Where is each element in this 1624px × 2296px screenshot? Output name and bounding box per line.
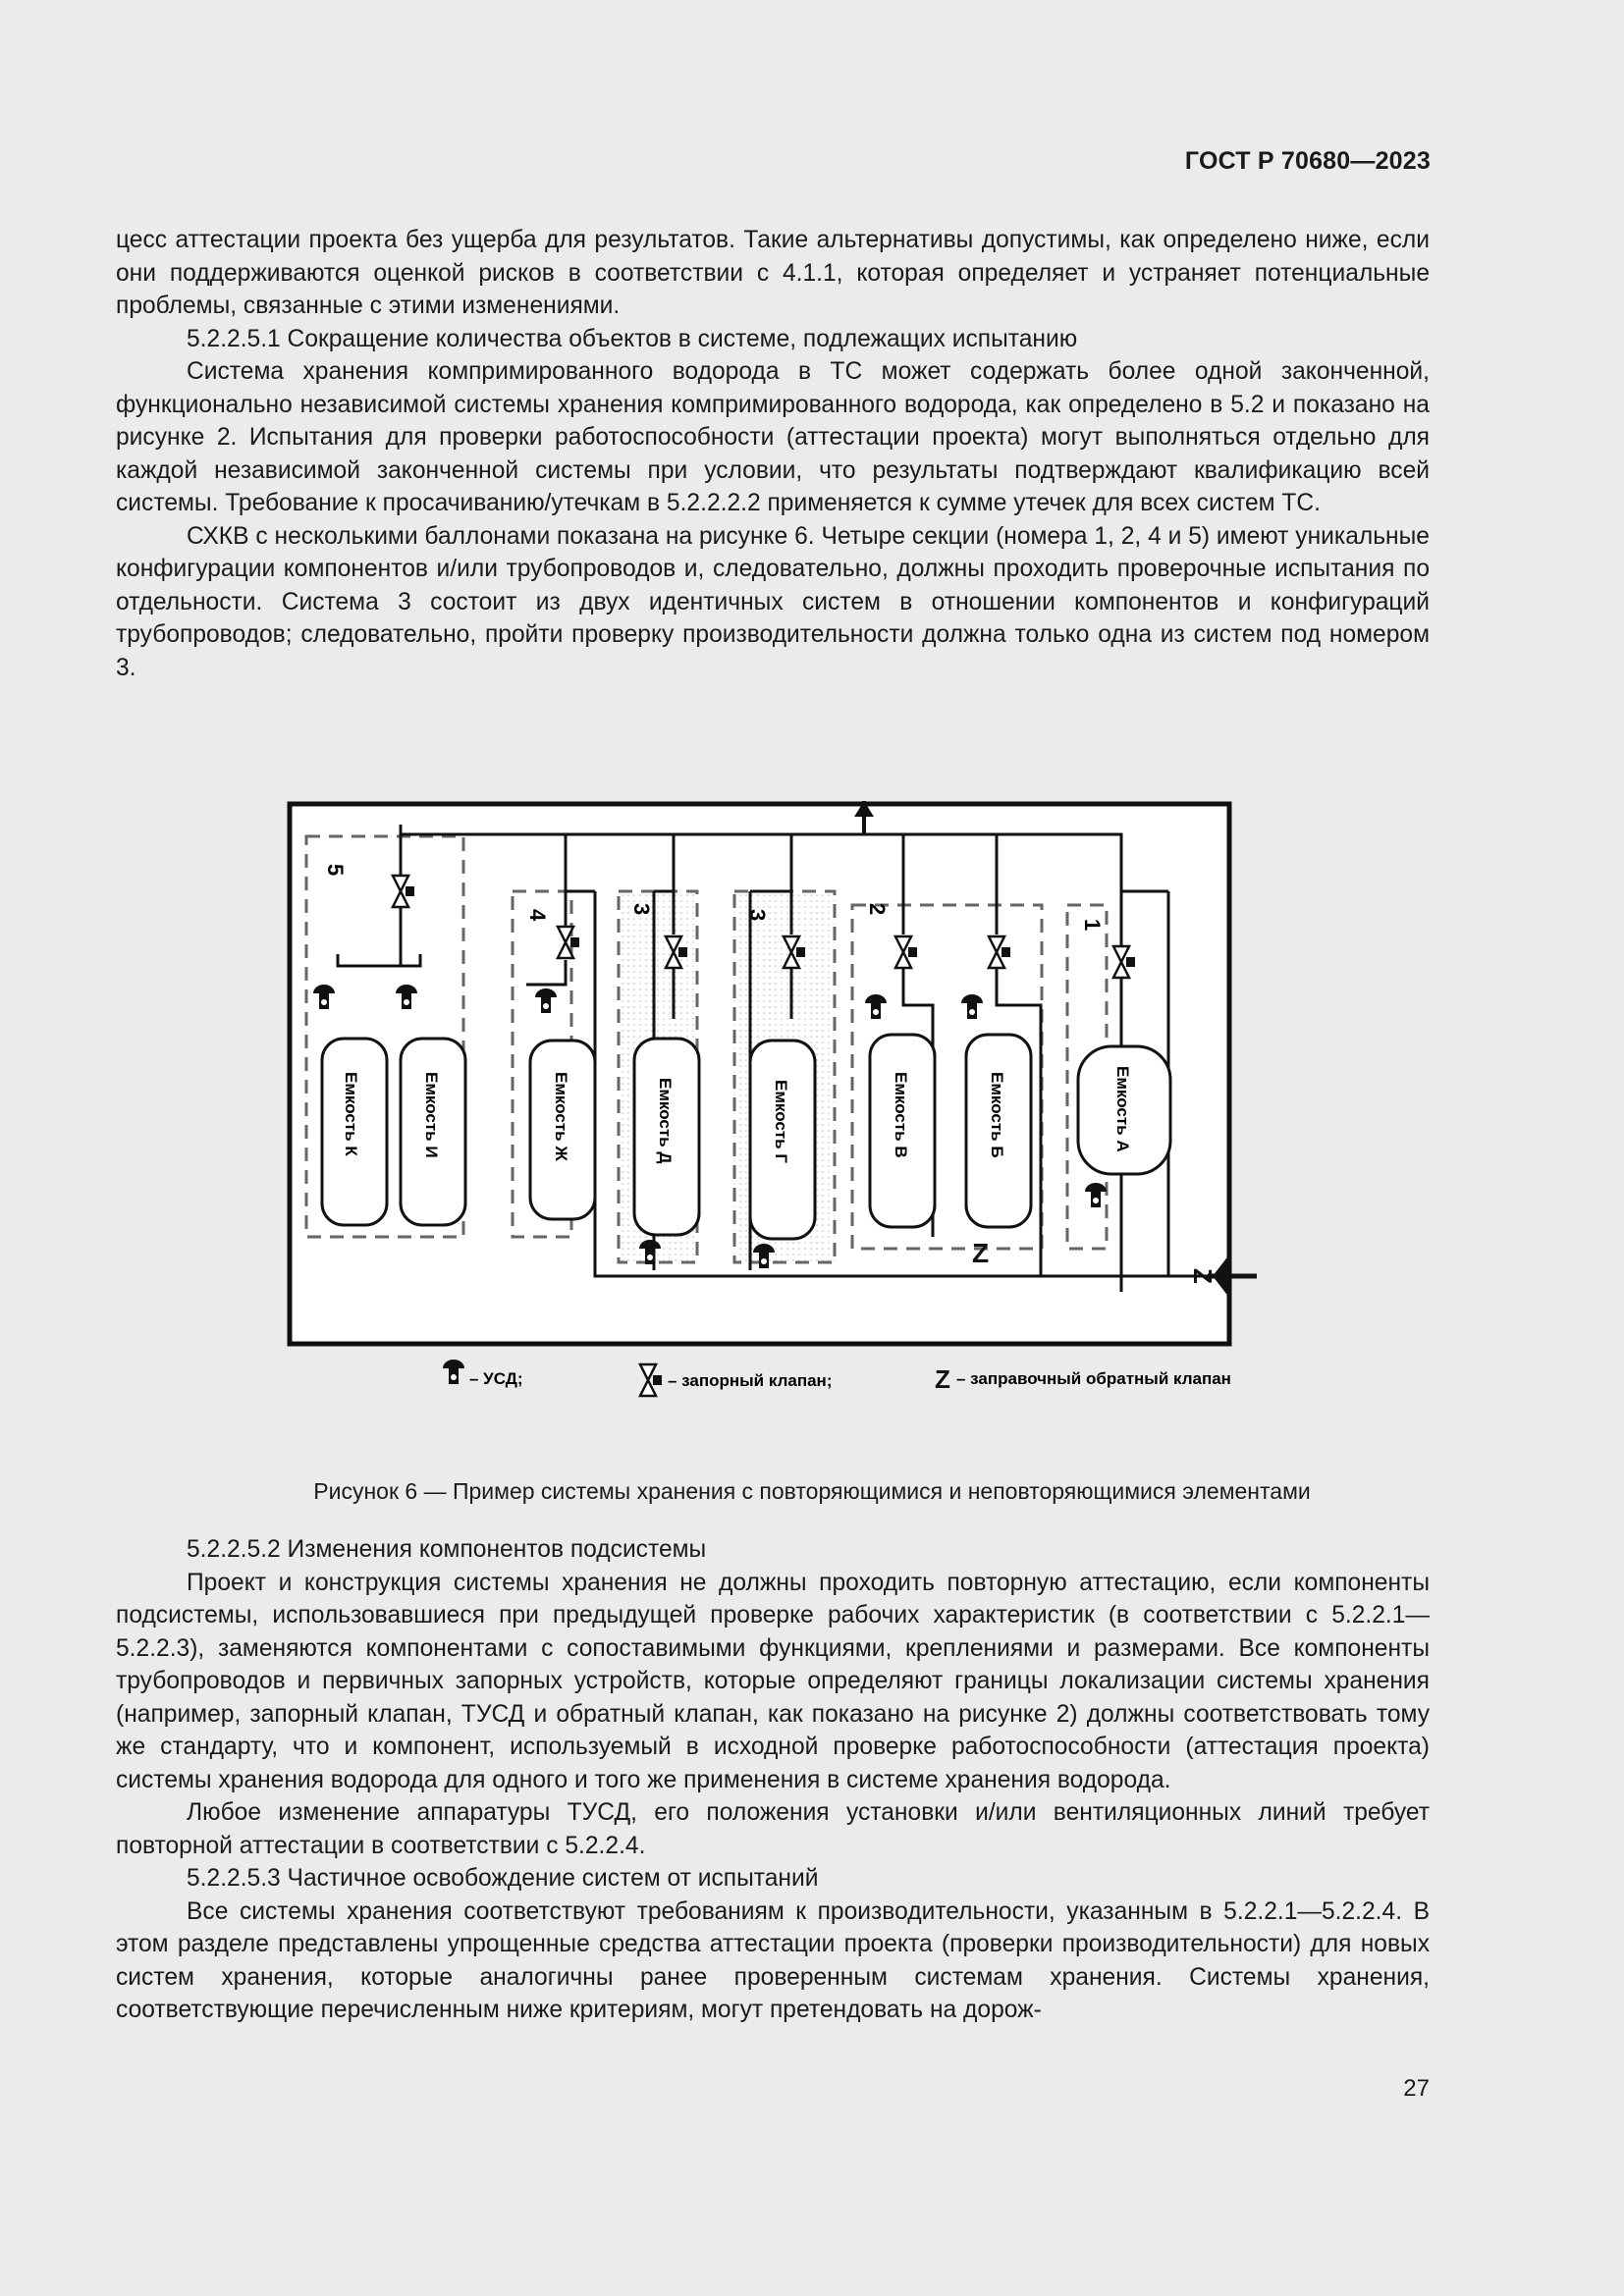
tank-label: Емкость А — [1113, 1066, 1132, 1152]
section-number: 1 — [1080, 919, 1105, 932]
section-number: 3 — [745, 909, 770, 922]
paragraph: Проект и конструкция системы хранения не должны проходить повторную аттестацию, если компоненты подсистемы, использовавшиеся при предыдущей проверке рабочих характеристик (в соответствии с 5.2.2.1—5.2.2.3), заменяются компонентами с сопоставимыми функциями, креплениями и размерами. Все компоненты трубопроводов и первичных запорных устройств, которые определяют границы локализации системы хранения (например, запорный клапан, ТУСД и обратный клапан, как показано на рисунке 2) должны соответствовать тому же стандарту, что и компонент, используемый в исходной проверке работоспособности (аттестация проекта) системы хранения водорода для одного и того же применения в системе хранения водорода. — [116, 1569, 1430, 1793]
prd-legend-icon — [443, 1360, 464, 1384]
valve-legend-icon — [640, 1364, 662, 1396]
section-number: 4 — [525, 909, 550, 922]
section-number: 5 — [323, 864, 348, 877]
section-heading: 5.2.2.5.2 Изменения компонентов подсистемы — [187, 1536, 707, 1563]
paragraph: Все системы хранения соответствуют требованиям к производительности, указанным в 5.2.2.1—5.2.2.4. В этом разделе представлены упрощенные средства аттестации проекта (проверки производительности) для новых систем хранения, которые аналогичны ранее проверенным системам хранения. Системы хранения, соответствующие перечисленным ниже критериям, могут претендовать на дорож- — [116, 1897, 1430, 2023]
section-heading: 5.2.2.5.1 Сокращение количества объектов в системе, подлежащих испытанию — [187, 325, 1078, 352]
paragraph: Система хранения компримированного водорода в ТС может содержать более одной законченной, функционально независимой системы хранения компримированного водорода, как определено в 5.2 и показано на рисунке 2. Испытания для проверки работоспособности (аттестации проекта) могут выполняться отдельно для каждой независимой законченной системы при условии, что результаты подтверждают квалификацию всей системы. Требование к просачиванию/утечкам в 5.2.2.2.2 применяется к сумме утечек для всех систем ТС. — [116, 358, 1430, 516]
svg-text:Z: Z — [972, 1238, 990, 1268]
tank-label: Емкость Б — [988, 1072, 1006, 1158]
legend-valve-text: – запорный клапан; — [668, 1371, 833, 1390]
document-id-header: ГОСТ Р 70680—2023 — [1184, 147, 1431, 175]
section-number: 3 — [629, 903, 654, 916]
tank-label: Емкость Ж — [552, 1072, 570, 1161]
paragraph: Любое изменение аппаратуры ТУСД, его положения установки и/или вентиляционных линий требует повторной аттестации в соответствии с 5.2.2.4. — [116, 1799, 1430, 1859]
paragraph: СХКВ с несколькими баллонами показана на рисунке 6. Четыре секции (номера 1, 2, 4 и 5) имеют уникальные конфигурации компонентов и/или трубопроводов и, следовательно, должны проходить проверочные испытания по отдельности. Система 3 состоит из двух идентичных систем в отношении компонентов и конфигураций трубопроводов; следовательно, пройти проверку производительности должна только одна из систем под номером 3. — [116, 522, 1430, 681]
tank-label: Емкость К — [342, 1072, 360, 1156]
check-valve-legend-icon: Z — [935, 1364, 950, 1394]
legend-prd-text: – УСД; — [469, 1369, 523, 1388]
tank-label: Емкость Г — [772, 1080, 790, 1163]
page-number: 27 — [1403, 2075, 1430, 2102]
tank-label: Емкость В — [892, 1072, 910, 1158]
tank-label: Емкость И — [422, 1072, 441, 1158]
legend-check-text: – заправочный обратный клапан — [956, 1369, 1231, 1388]
tank-label: Емкость Д — [656, 1078, 675, 1164]
storage-system-diagram — [285, 793, 1267, 1421]
section-number: 2 — [865, 903, 890, 916]
paragraph: цесс аттестации проекта без ущерба для результатов. Такие альтернативы допустимы, как определено ниже, если они поддерживаются оценкой рисков в соответствии с 4.1.1, которая определяет и устраняет потенциальные проблемы, связанные с этими изменениями. — [116, 227, 1430, 319]
figure-caption: Рисунок 6 — Пример системы хранения с повторяющимися и неповторяющимися элементами — [313, 1478, 1311, 1504]
text-block-bottom — [116, 1533, 1430, 2027]
text-block-top — [116, 224, 1430, 684]
section-heading: 5.2.2.5.3 Частичное освобождение систем от испытаний — [187, 1865, 819, 1892]
svg-text:Z: Z — [1188, 1268, 1218, 1284]
